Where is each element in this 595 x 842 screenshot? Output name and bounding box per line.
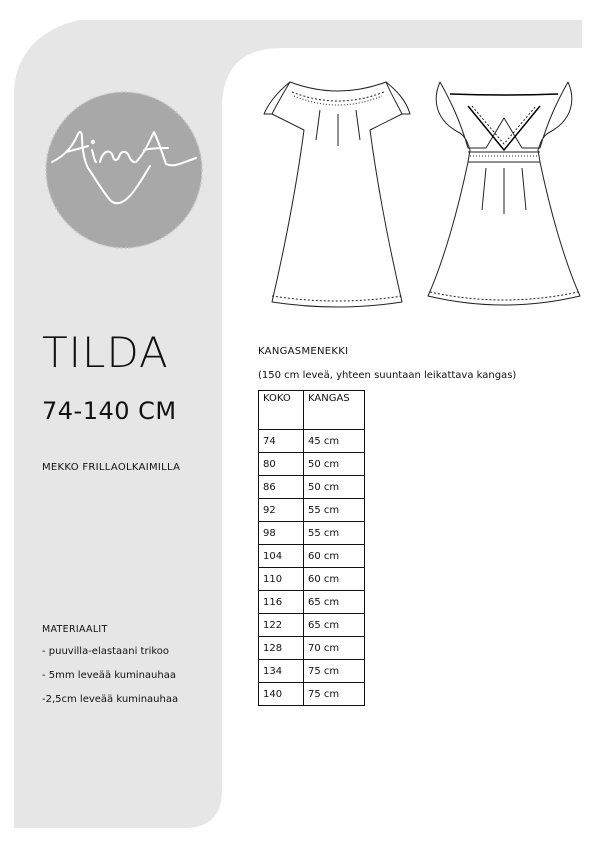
materials-heading: MATERIAALIT [42,624,108,635]
materials-list [42,645,178,707]
size-cell: 74 [259,430,304,453]
size-cell: 116 [259,591,304,614]
fabric-heading: KANGASMENEKKI [258,346,349,357]
size-range: 74-140 CM [42,397,177,425]
size-cell: 104 [259,545,304,568]
column-header-size: KOKO [259,391,304,430]
size-cell: 80 [259,453,304,476]
fabric-note: (150 cm leveä, yhteen suuntaan leikattava kangas) [258,370,517,381]
fabric-cell: 60 cm [304,568,365,591]
brand-logo [44,90,204,250]
size-cell: 92 [259,499,304,522]
table-row [259,637,365,660]
fabric-cell: 65 cm [304,591,365,614]
size-cell: 128 [259,637,304,660]
fabric-cell: 70 cm [304,637,365,660]
size-cell: 86 [259,476,304,499]
product-title: TILDA [42,328,169,377]
table-header-row [259,391,365,430]
fabric-cell: 45 cm [304,430,365,453]
fabric-cell: 55 cm [304,499,365,522]
materials-section [42,624,178,717]
dress-sketches [250,70,590,330]
size-cell: 140 [259,683,304,706]
table-row [259,683,365,706]
table-row [259,660,365,683]
table-row [259,545,365,568]
size-cell: 134 [259,660,304,683]
table-row [259,568,365,591]
fabric-cell: 50 cm [304,453,365,476]
fabric-cell: 55 cm [304,522,365,545]
table-row [259,453,365,476]
size-cell: 98 [259,522,304,545]
product-subtitle: MEKKO FRILLAOLKAIMILLA [42,462,181,473]
fabric-cell: 75 cm [304,683,365,706]
table-row [259,591,365,614]
table-row [259,476,365,499]
fabric-cell: 60 cm [304,545,365,568]
dress-front-sketch [264,82,410,307]
fabric-table [258,390,365,706]
fabric-cell: 75 cm [304,660,365,683]
table-row [259,614,365,637]
size-cell: 122 [259,614,304,637]
table-row [259,499,365,522]
material-item: - 5mm leveää kuminauhaa [42,670,176,681]
material-item: - puuvilla-elastaani trikoo [42,646,170,657]
material-item: -2,5cm leveää kuminauhaa [42,694,179,705]
table-row [259,522,365,545]
table-row [259,430,365,453]
column-header-fabric: KANGAS [304,391,365,430]
fabric-cell: 50 cm [304,476,365,499]
size-cell: 110 [259,568,304,591]
fabric-cell: 65 cm [304,614,365,637]
dress-back-sketch [428,82,580,305]
